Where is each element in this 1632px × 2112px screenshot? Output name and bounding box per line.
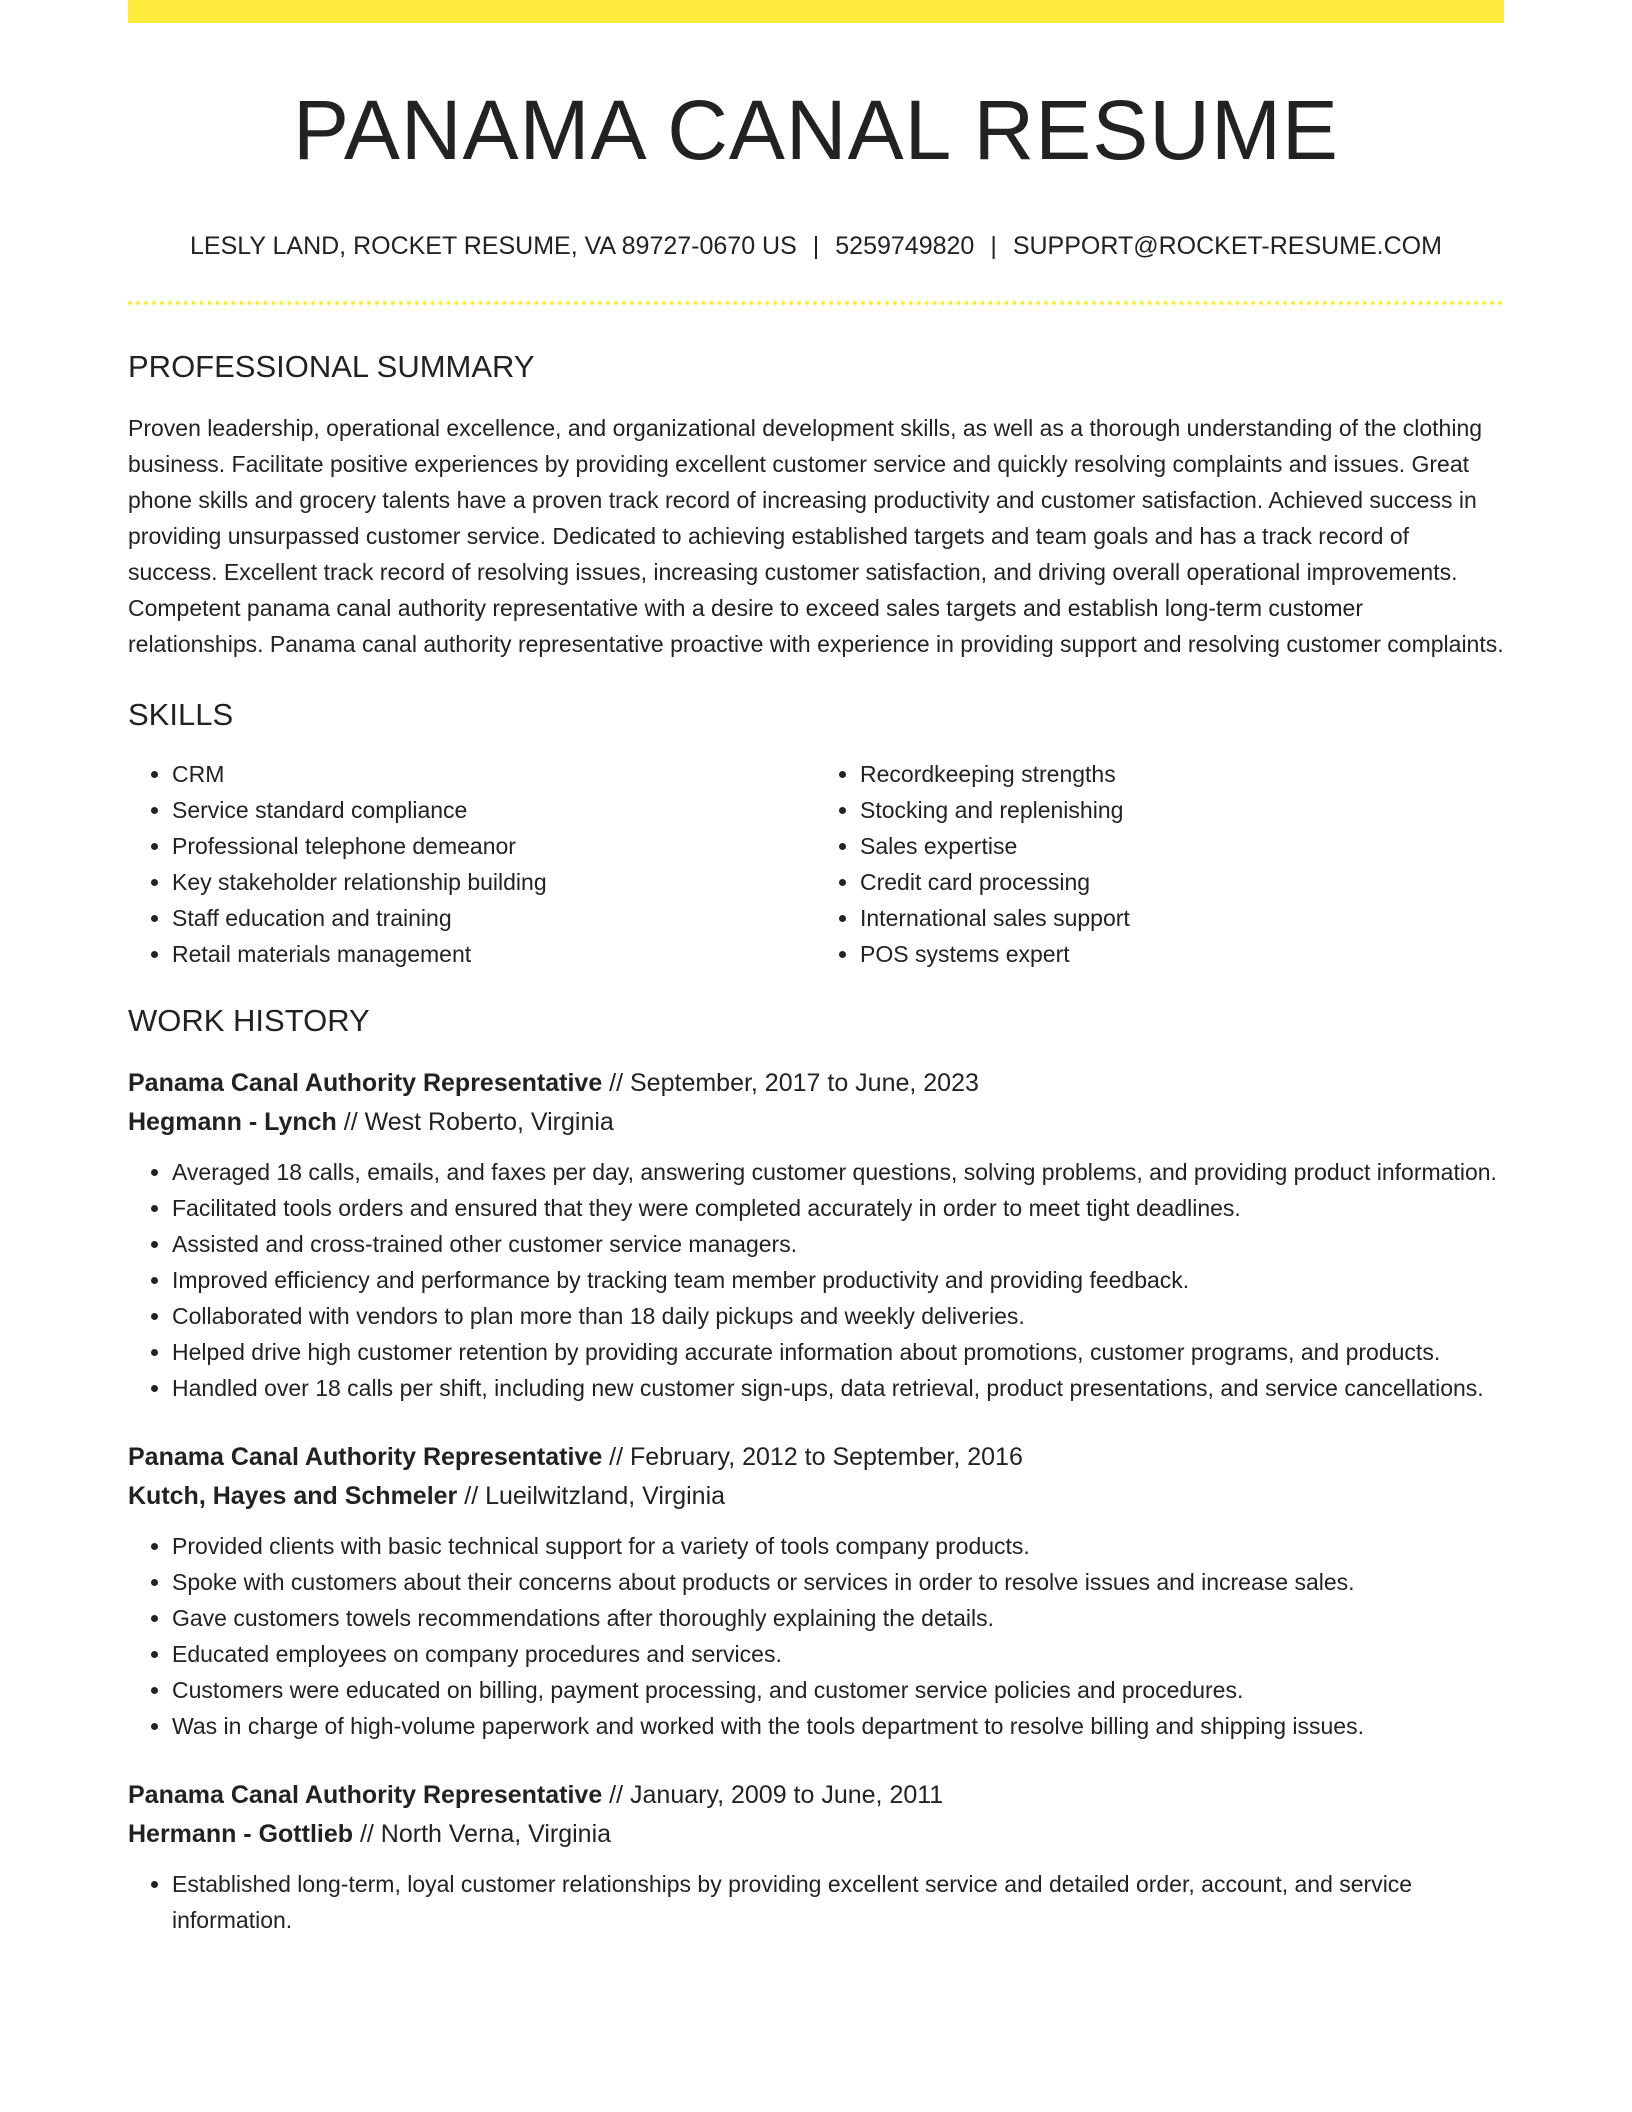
job-bullet: • Collaborated with vendors to plan more than 18 daily pickups and weekly deliveries.	[172, 1298, 1504, 1334]
job-bullet: • Gave customers towels recommendations after thoroughly explaining the details.	[172, 1600, 1504, 1636]
skill-item: • Service standard compliance	[172, 792, 816, 828]
job-company: Hegmann - Lynch	[128, 1108, 337, 1136]
job-location: // Lueilwitzland, Virginia	[464, 1482, 726, 1510]
skill-item: • Recordkeeping strengths	[860, 756, 1504, 792]
job-entry	[128, 1064, 1504, 1406]
contact-separator: |	[812, 232, 820, 260]
job-location: // North Verna, Virginia	[359, 1820, 612, 1848]
job-company-line	[128, 1477, 1504, 1516]
skill-item: • Key stakeholder relationship building	[172, 864, 816, 900]
job-bullet: • Helped drive high customer retention by providing accurate information about promotions, customer programs, and products.	[172, 1334, 1504, 1370]
job-company: Kutch, Hayes and Schmeler	[128, 1482, 458, 1510]
top-accent-bar	[128, 0, 1504, 23]
work-history-heading: WORK HISTORY	[128, 1003, 370, 1038]
contact-line	[128, 231, 1504, 261]
job-bullet: • Assisted and cross-trained other customer service managers.	[172, 1226, 1504, 1262]
summary-text: Proven leadership, operational excellence, and organizational development skills, as well as a thorough understanding of the clothing business. Facilitate positive experiences by providing excellent customer service and quickly resolving complaints and issues. Great phone skills and grocery talents have a proven track record of increasing productivity and customer satisfaction. Achieved success in providing unsurpassed customer service. Dedicated to achieving established targets and team goals and has a track record of success. Excellent track record of resolving issues, increasing customer satisfaction, and driving overall operational improvements. Competent panama canal authority representative with a desire to exceed sales targets and establish long-term customer relationships. Panama canal authority representative proactive with experience in providing support and resolving customer complaints.	[128, 415, 1504, 657]
skill-item: • Sales expertise	[860, 828, 1504, 864]
skill-item: • POS systems expert	[860, 936, 1504, 972]
contact-phone: 5259749820	[835, 232, 975, 260]
job-title: Panama Canal Authority Representative	[128, 1781, 603, 1809]
job-company-line	[128, 1103, 1504, 1142]
skills-list-right	[816, 756, 1504, 972]
job-bullet: • Customers were educated on billing, payment processing, and customer service policies and procedures.	[172, 1672, 1504, 1708]
skill-item: • Staff education and training	[172, 900, 816, 936]
job-dates: // February, 2012 to September, 2016	[609, 1443, 1023, 1471]
skill-item: • Professional telephone demeanor	[172, 828, 816, 864]
job-title-line	[128, 1064, 1504, 1103]
job-dates: // September, 2017 to June, 2023	[609, 1069, 979, 1097]
job-bullets	[128, 1154, 1504, 1406]
job-bullet: • Spoke with customers about their concerns about products or services in order to resolve issues and increase sales.	[172, 1564, 1504, 1600]
skills-list-left	[128, 756, 816, 972]
skill-item: • Retail materials management	[172, 936, 816, 972]
job-title-line	[128, 1438, 1504, 1477]
summary-heading: PROFESSIONAL SUMMARY	[128, 349, 535, 384]
contact-email: SUPPORT@ROCKET-RESUME.COM	[1012, 232, 1442, 260]
skill-item: • International sales support	[860, 900, 1504, 936]
skill-item: • CRM	[172, 756, 816, 792]
dotted-divider	[128, 301, 1504, 305]
job-title: Panama Canal Authority Representative	[128, 1443, 603, 1471]
job-bullet: • Handled over 18 calls per shift, including new customer sign-ups, data retrieval, product presentations, and service cancellations.	[172, 1370, 1504, 1406]
skills-heading: SKILLS	[128, 697, 234, 732]
job-entry	[128, 1438, 1504, 1744]
job-entry	[128, 1776, 1504, 1938]
job-bullets	[128, 1866, 1504, 1938]
job-bullet: • Was in charge of high-volume paperwork and worked with the tools department to resolve billing and shipping issues.	[172, 1708, 1504, 1744]
job-bullet: • Facilitated tools orders and ensured that they were completed accurately in order to meet tight deadlines.	[172, 1190, 1504, 1226]
job-bullet: • Provided clients with basic technical support for a variety of tools company products.	[172, 1528, 1504, 1564]
job-title: Panama Canal Authority Representative	[128, 1069, 603, 1097]
job-bullet: • Educated employees on company procedures and services.	[172, 1636, 1504, 1672]
job-company: Hermann - Gottlieb	[128, 1820, 354, 1848]
job-bullet: • Improved efficiency and performance by tracking team member productivity and providing feedback.	[172, 1262, 1504, 1298]
skill-item: • Stocking and replenishing	[860, 792, 1504, 828]
job-bullet: • Averaged 18 calls, emails, and faxes per day, answering customer questions, solving problems, and providing product information.	[172, 1154, 1504, 1190]
job-company-line	[128, 1815, 1504, 1854]
job-bullet: • Established long-term, loyal customer relationships by providing excellent service and detailed order, account, and service information.	[172, 1866, 1504, 1938]
job-title-line	[128, 1776, 1504, 1815]
resume-page	[128, 0, 1504, 1938]
skill-item: • Credit card processing	[860, 864, 1504, 900]
contact-separator: |	[990, 232, 997, 260]
contact-address: LESLY LAND, ROCKET RESUME, VA 89727-0670 US	[190, 232, 797, 260]
resume-title: PANAMA CANAL RESUME	[293, 83, 1339, 177]
job-location: // West Roberto, Virginia	[343, 1108, 614, 1136]
job-dates: // January, 2009 to June, 2011	[609, 1781, 944, 1809]
job-bullets	[128, 1528, 1504, 1744]
skills-columns	[128, 756, 1504, 972]
